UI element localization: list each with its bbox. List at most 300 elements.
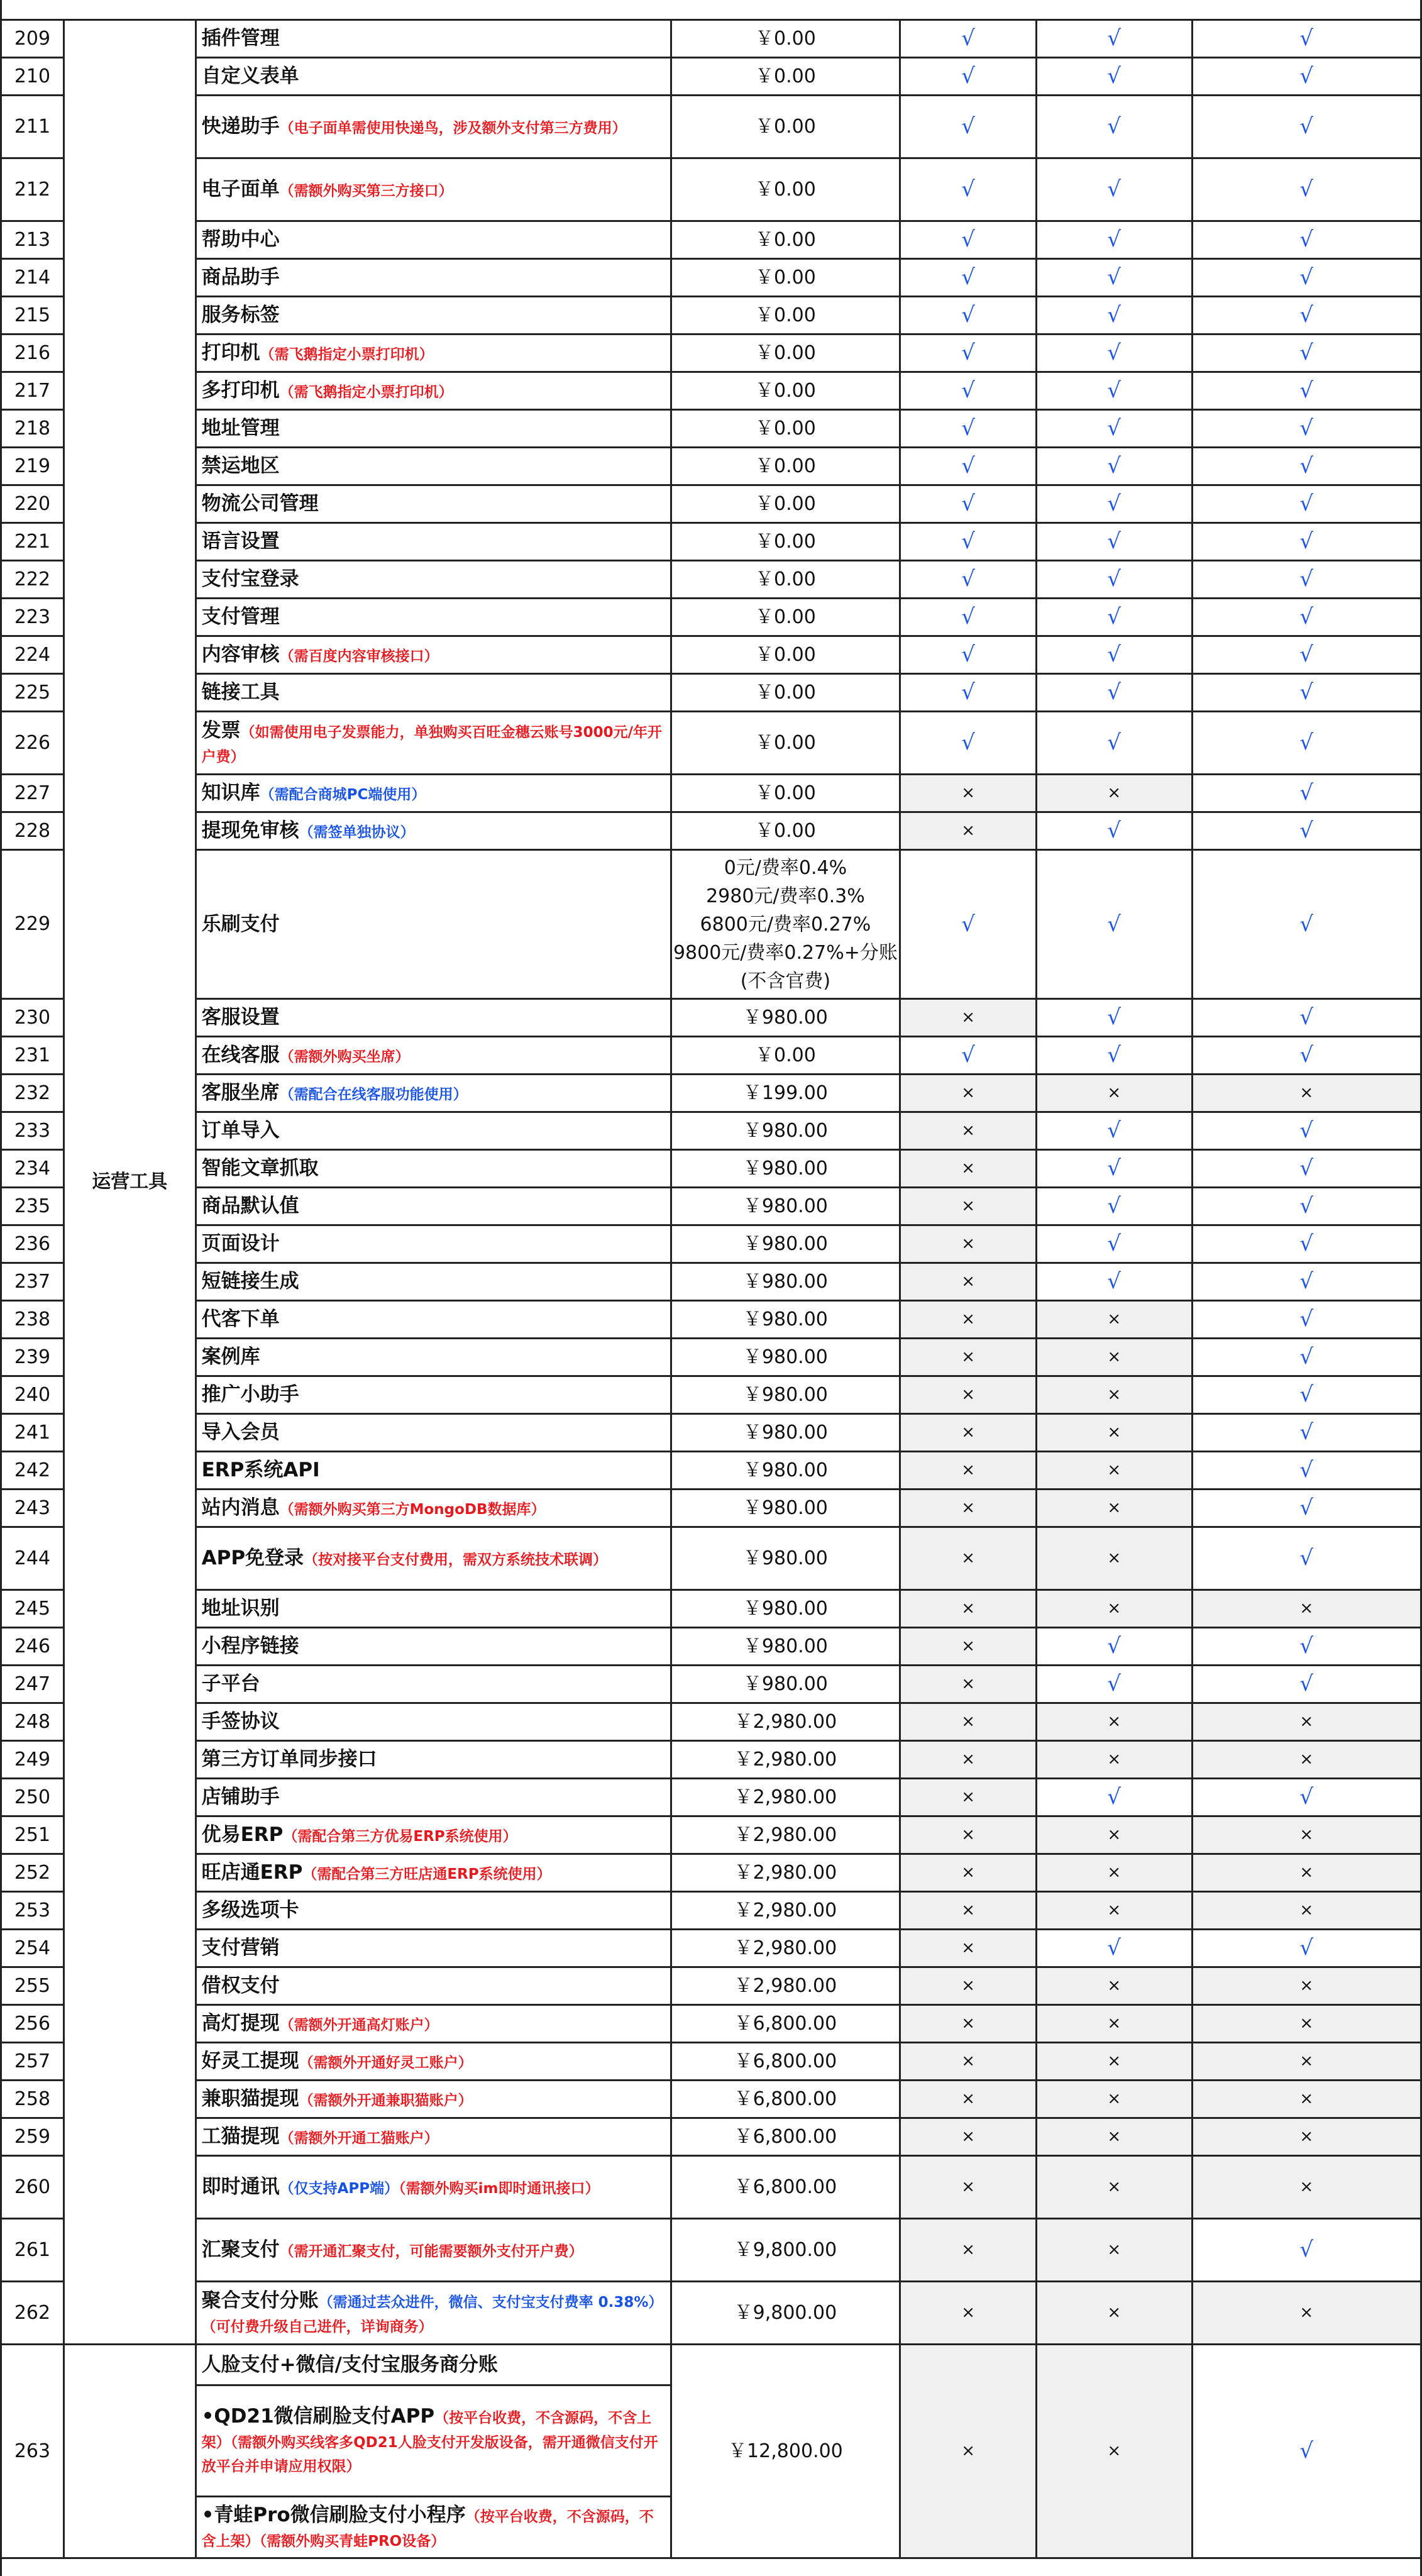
price-value: ￥6,800.00 xyxy=(734,2125,837,2148)
plan3-check-icon: √ xyxy=(1192,850,1421,999)
feature-cell xyxy=(196,2081,671,2118)
price-value: ￥980.00 xyxy=(742,1346,828,1368)
plan2-cross-icon: × xyxy=(1036,1339,1192,1376)
feature-name: 快递助手 xyxy=(201,115,280,138)
feature-cell xyxy=(196,1188,671,1225)
price-value: ￥980.00 xyxy=(742,1383,828,1406)
plan2-check-icon: √ xyxy=(1036,297,1192,334)
price-value: ￥0.00 xyxy=(755,65,816,87)
plan2-check-icon: √ xyxy=(1036,850,1192,999)
feature-note-red: （需配合第三方优易ERP系统使用） xyxy=(283,1828,517,1845)
feature-name: 推广小助手 xyxy=(201,1383,299,1407)
plan1-check-icon: √ xyxy=(900,1037,1037,1075)
feature-cell xyxy=(196,1075,671,1112)
plan1-cross-icon: × xyxy=(900,1112,1037,1150)
price-cell xyxy=(671,448,900,485)
table-row xyxy=(1,1225,1421,1263)
price-cell xyxy=(671,1188,900,1225)
table-row xyxy=(1,20,1421,58)
row-number: 236 xyxy=(1,1225,64,1263)
plan1-cross-icon: × xyxy=(900,2118,1037,2156)
price-value: ￥0.00 xyxy=(755,492,816,515)
feature-name: 地址识别 xyxy=(201,1597,280,1620)
plan1-check-icon: √ xyxy=(900,372,1037,410)
feature-note-red: （电子面单需使用快递鸟，涉及额外支付第三方费用） xyxy=(279,120,627,137)
table-row xyxy=(1,1628,1421,1666)
price-cell xyxy=(671,599,900,636)
price-cell xyxy=(671,775,900,812)
plan2-check-icon: √ xyxy=(1036,448,1192,485)
feature-name: 聚合支付分账 xyxy=(201,2289,319,2312)
feature-name: ERP系统API xyxy=(201,1459,320,1482)
feature-cell xyxy=(196,1741,671,1779)
feature-note-red: （需额外购买青蛙PRO设备） xyxy=(259,2533,446,2550)
price-value: ￥980.00 xyxy=(742,1672,828,1695)
price-value: ￥0.00 xyxy=(755,228,816,251)
price-cell xyxy=(671,221,900,259)
table-row xyxy=(1,1452,1421,1490)
feature-name: 打印机 xyxy=(201,341,260,365)
feature-cell xyxy=(196,636,671,674)
feature-name: 客服坐席 xyxy=(201,1081,280,1105)
feature-note-red: （需飞鹅指定小票打印机） xyxy=(279,384,453,401)
plan2-check-icon: √ xyxy=(1036,158,1192,221)
price-line: (不含官费) xyxy=(740,970,831,992)
price-value: ￥2,980.00 xyxy=(734,1786,837,1808)
plan1-check-icon: √ xyxy=(900,297,1037,334)
plan1-cross-icon: × xyxy=(900,1339,1037,1376)
price-value: ￥9,800.00 xyxy=(734,2238,837,2261)
row-number: 247 xyxy=(1,1666,64,1703)
price-cell xyxy=(671,2282,900,2345)
plan3-check-icon: √ xyxy=(1192,2219,1421,2282)
price-cell xyxy=(671,1590,900,1628)
table-row xyxy=(1,1376,1421,1414)
table-row xyxy=(1,1188,1421,1225)
category-cell: 运营工具 xyxy=(63,20,196,2345)
plan1-check-icon: √ xyxy=(900,712,1037,775)
table-row xyxy=(1,1527,1421,1590)
plan2-check-icon: √ xyxy=(1036,636,1192,674)
table-row xyxy=(1,334,1421,372)
feature-name: 多打印机 xyxy=(201,379,280,402)
plan1-cross-icon: × xyxy=(900,1414,1037,1452)
feature-cell xyxy=(196,2219,671,2282)
plan2-check-icon: √ xyxy=(1036,1930,1192,1967)
feature-note-blue: （需签单独协议） xyxy=(299,824,415,841)
plan2-check-icon: √ xyxy=(1036,372,1192,410)
plan3-check-icon: √ xyxy=(1192,372,1421,410)
plan1-check-icon: √ xyxy=(900,221,1037,259)
row-number: 248 xyxy=(1,1703,64,1741)
price-line: 2980元/费率0.3% xyxy=(706,885,865,907)
table-row xyxy=(1,712,1421,775)
feature-name: 人脸支付+微信/支付宝服务商分账 xyxy=(201,2353,498,2376)
price-value: ￥0.00 xyxy=(755,379,816,402)
plan3-check-icon: √ xyxy=(1192,96,1421,158)
price-cell xyxy=(671,2118,900,2156)
feature-name: 提现免审核 xyxy=(201,819,299,843)
plan2-check-icon: √ xyxy=(1036,1779,1192,1816)
plan2-cross-icon: × xyxy=(1036,2081,1192,2118)
feature-cell xyxy=(196,2005,671,2043)
feature-name: APP免登录 xyxy=(201,1547,304,1570)
plan3-cross-icon: × xyxy=(1192,1967,1421,2005)
feature-cell xyxy=(196,999,671,1037)
plan3-check-icon: √ xyxy=(1192,999,1421,1037)
feature-name: 店铺助手 xyxy=(201,1786,280,1809)
price-cell xyxy=(671,1816,900,1854)
plan1-check-icon: √ xyxy=(900,561,1037,599)
feature-name: 内容审核 xyxy=(201,643,280,666)
plan3-check-icon: √ xyxy=(1192,636,1421,674)
feature-name: 支付营销 xyxy=(201,1937,280,1960)
feature-cell xyxy=(196,448,671,485)
feature-name: 短链接生成 xyxy=(201,1270,299,1293)
feature-cell xyxy=(196,1414,671,1452)
feature-note-red: （需开通汇聚支付，可能需要额外支付开户费） xyxy=(279,2243,583,2260)
plan2-cross-icon: × xyxy=(1036,1490,1192,1527)
feature-name: 订单导入 xyxy=(201,1119,280,1142)
feature-sub-item xyxy=(197,2496,670,2557)
plan2-check-icon: √ xyxy=(1036,410,1192,448)
price-cell xyxy=(671,1225,900,1263)
plan2-cross-icon: × xyxy=(1036,1590,1192,1628)
feature-cell xyxy=(196,1376,671,1414)
table-row xyxy=(1,1854,1421,1892)
plan1-cross-icon: × xyxy=(900,1376,1037,1414)
price-cell xyxy=(671,1376,900,1414)
plan3-cross-icon: × xyxy=(1192,1816,1421,1854)
price-cell xyxy=(671,1037,900,1075)
plan3-check-icon: √ xyxy=(1192,1666,1421,1703)
table-row xyxy=(1,1779,1421,1816)
price-value: ￥0.00 xyxy=(755,1044,816,1066)
plan3-cross-icon: × xyxy=(1192,1590,1421,1628)
plan3-check-icon: √ xyxy=(1192,674,1421,712)
feature-cell xyxy=(196,775,671,812)
feature-price-table xyxy=(0,19,1422,2559)
feature-name: 小程序链接 xyxy=(201,1635,299,1658)
feature-name: 工猫提现 xyxy=(201,2125,280,2148)
table-row xyxy=(1,1590,1421,1628)
price-cell xyxy=(671,410,900,448)
feature-cell xyxy=(196,674,671,712)
price-value: ￥0.00 xyxy=(755,530,816,553)
price-value: ￥0.00 xyxy=(755,341,816,364)
table-row xyxy=(1,1075,1421,1112)
price-value: ￥6,800.00 xyxy=(734,2087,837,2110)
feature-cell xyxy=(196,523,671,561)
feature-sub-text xyxy=(202,2353,498,2377)
price-value: ￥980.00 xyxy=(742,1308,828,1330)
feature-cell xyxy=(196,1490,671,1527)
price-value: ￥0.00 xyxy=(755,643,816,666)
plan2-check-icon: √ xyxy=(1036,334,1192,372)
plan3-check-icon: √ xyxy=(1192,1452,1421,1490)
price-value: ￥980.00 xyxy=(742,1597,828,1620)
plan2-cross-icon: × xyxy=(1036,775,1192,812)
table-row xyxy=(1,1967,1421,2005)
price-cell xyxy=(671,1930,900,1967)
table-row xyxy=(1,158,1421,221)
table-row xyxy=(1,775,1421,812)
row-number: 226 xyxy=(1,712,64,775)
row-number: 230 xyxy=(1,999,64,1037)
plan1-cross-icon: × xyxy=(900,1703,1037,1741)
plan2-check-icon: √ xyxy=(1036,20,1192,58)
price-cell xyxy=(671,1967,900,2005)
price-cell xyxy=(671,2345,900,2558)
plan2-check-icon: √ xyxy=(1036,812,1192,850)
plan1-check-icon: √ xyxy=(900,850,1037,999)
feature-cell xyxy=(196,1037,671,1075)
table-row xyxy=(1,485,1421,523)
category-cell-empty xyxy=(63,2345,196,2558)
feature-cell xyxy=(196,850,671,999)
feature-note-blue: （需配合商城PC端使用） xyxy=(260,787,426,804)
row-number: 242 xyxy=(1,1452,64,1490)
feature-sub-item xyxy=(197,2345,670,2384)
sheet-top-strip xyxy=(0,0,1422,19)
row-number: 239 xyxy=(1,1339,64,1376)
feature-name: 在线客服 xyxy=(201,1044,280,1067)
row-number: 249 xyxy=(1,1741,64,1779)
row-number: 214 xyxy=(1,259,64,297)
feature-note-red: （需额外开通好灵工账户） xyxy=(299,2055,473,2072)
row-number: 235 xyxy=(1,1188,64,1225)
price-value: ￥980.00 xyxy=(742,1547,828,1569)
plan3-check-icon: √ xyxy=(1192,1188,1421,1225)
feature-name: 服务标签 xyxy=(201,304,280,327)
plan2-cross-icon: × xyxy=(1036,1741,1192,1779)
price-value: ￥980.00 xyxy=(742,1195,828,1217)
feature-note-red: （需额外购买im即时通讯接口） xyxy=(399,2181,600,2197)
plan3-check-icon: √ xyxy=(1192,1527,1421,1590)
table-row xyxy=(1,1037,1421,1075)
feature-note-red: （需飞鹅指定小票打印机） xyxy=(260,346,434,363)
table-row xyxy=(1,1339,1421,1376)
feature-name: 旺店通ERP xyxy=(201,1861,303,1884)
row-number: 237 xyxy=(1,1263,64,1301)
plan1-check-icon: √ xyxy=(900,96,1037,158)
table-row xyxy=(1,410,1421,448)
price-value: ￥2,980.00 xyxy=(734,1710,837,1733)
price-value: ￥0.00 xyxy=(755,304,816,326)
price-cell xyxy=(671,158,900,221)
feature-cell xyxy=(196,96,671,158)
table-row xyxy=(1,674,1421,712)
plan2-cross-icon: × xyxy=(1036,1703,1192,1741)
price-cell xyxy=(671,1892,900,1930)
plan3-check-icon: √ xyxy=(1192,1037,1421,1075)
feature-cell xyxy=(196,1225,671,1263)
feature-name: 兼职猫提现 xyxy=(201,2087,299,2111)
table-row xyxy=(1,448,1421,485)
plan2-check-icon: √ xyxy=(1036,58,1192,96)
plan3-check-icon: √ xyxy=(1192,2345,1421,2558)
feature-cell xyxy=(196,2043,671,2081)
price-cell xyxy=(671,1490,900,1527)
plan3-check-icon: √ xyxy=(1192,812,1421,850)
row-number: 260 xyxy=(1,2156,64,2219)
table-row xyxy=(1,1150,1421,1188)
feature-note-red: （需额外购买第三方MongoDB数据库） xyxy=(279,1501,546,1518)
price-cell xyxy=(671,812,900,850)
feature-note-red: （需额外开通工猫账户） xyxy=(279,2130,439,2147)
plan3-check-icon: √ xyxy=(1192,1930,1421,1967)
table-row xyxy=(1,1301,1421,1339)
feature-cell xyxy=(196,1930,671,1967)
plan1-cross-icon: × xyxy=(900,1527,1037,1590)
plan1-cross-icon: × xyxy=(900,2043,1037,2081)
price-cell xyxy=(671,2005,900,2043)
feature-cell xyxy=(196,1967,671,2005)
row-number: 253 xyxy=(1,1892,64,1930)
feature-note-red: （需百度内容审核接口） xyxy=(279,648,439,665)
plan2-cross-icon: × xyxy=(1036,1452,1192,1490)
price-value: ￥0.00 xyxy=(755,417,816,439)
plan1-cross-icon: × xyxy=(900,775,1037,812)
plan3-check-icon: √ xyxy=(1192,1150,1421,1188)
price-value: ￥980.00 xyxy=(742,1421,828,1444)
price-cell xyxy=(671,636,900,674)
price-cell xyxy=(671,999,900,1037)
plan3-cross-icon: × xyxy=(1192,2118,1421,2156)
plan2-check-icon: √ xyxy=(1036,221,1192,259)
plan3-check-icon: √ xyxy=(1192,712,1421,775)
plan2-check-icon: √ xyxy=(1036,96,1192,158)
table-row xyxy=(1,1112,1421,1150)
feature-cell xyxy=(196,297,671,334)
row-number: 252 xyxy=(1,1854,64,1892)
feature-cell xyxy=(196,1628,671,1666)
row-number: 244 xyxy=(1,1527,64,1590)
plan1-check-icon: √ xyxy=(900,485,1037,523)
table-row xyxy=(1,372,1421,410)
plan2-check-icon: √ xyxy=(1036,485,1192,523)
price-cell xyxy=(671,1854,900,1892)
row-number: 238 xyxy=(1,1301,64,1339)
plan2-check-icon: √ xyxy=(1036,674,1192,712)
plan1-check-icon: √ xyxy=(900,674,1037,712)
plan2-check-icon: √ xyxy=(1036,1666,1192,1703)
row-number: 255 xyxy=(1,1967,64,2005)
table-row xyxy=(1,1490,1421,1527)
plan3-check-icon: √ xyxy=(1192,523,1421,561)
plan3-check-icon: √ xyxy=(1192,1112,1421,1150)
row-number: 228 xyxy=(1,812,64,850)
feature-name: 自定义表单 xyxy=(201,65,299,88)
plan1-cross-icon: × xyxy=(900,1150,1037,1188)
row-number: 223 xyxy=(1,599,64,636)
feature-sub-text xyxy=(202,2404,665,2477)
plan1-cross-icon: × xyxy=(900,1892,1037,1930)
feature-note-red: （按平台收费，不含源码，不含上架） xyxy=(201,2508,654,2550)
feature-cell xyxy=(196,1854,671,1892)
price-cell xyxy=(671,96,900,158)
plan3-check-icon: √ xyxy=(1192,297,1421,334)
plan2-cross-icon: × xyxy=(1036,1301,1192,1339)
table-row xyxy=(1,850,1421,999)
feature-name: 地址管理 xyxy=(201,417,280,440)
plan2-check-icon: √ xyxy=(1036,1150,1192,1188)
feature-cell xyxy=(196,1527,671,1590)
feature-note-red: （需额外开通兼职猫账户） xyxy=(299,2092,473,2109)
table-row xyxy=(1,1414,1421,1452)
row-number: 263 xyxy=(1,2345,64,2558)
price-cell xyxy=(671,1075,900,1112)
plan1-cross-icon: × xyxy=(900,1490,1037,1527)
feature-name: 好灵工提现 xyxy=(201,2050,299,2073)
price-value: ￥0.00 xyxy=(755,731,816,754)
plan3-cross-icon: × xyxy=(1192,2282,1421,2345)
feature-name: 商品助手 xyxy=(201,266,280,289)
feature-name: 智能文章抓取 xyxy=(201,1157,319,1180)
plan2-cross-icon: × xyxy=(1036,2219,1192,2282)
plan1-cross-icon: × xyxy=(900,1188,1037,1225)
plan3-cross-icon: × xyxy=(1192,1854,1421,1892)
table-row xyxy=(1,2118,1421,2156)
plan1-check-icon: √ xyxy=(900,334,1037,372)
plan1-cross-icon: × xyxy=(900,1666,1037,1703)
plan1-check-icon: √ xyxy=(900,599,1037,636)
price-line: 0元/费率0.4% xyxy=(724,856,847,879)
feature-name: 代客下单 xyxy=(201,1308,280,1331)
table-row xyxy=(1,2282,1421,2345)
feature-note-red: （按对接平台支付费用，需双方系统技术联调） xyxy=(304,1552,608,1569)
plan3-cross-icon: × xyxy=(1192,2156,1421,2219)
plan1-check-icon: √ xyxy=(900,410,1037,448)
plan1-check-icon: √ xyxy=(900,20,1037,58)
plan2-cross-icon: × xyxy=(1036,1854,1192,1892)
plan3-check-icon: √ xyxy=(1192,775,1421,812)
feature-note-red: （需额外购买坐席） xyxy=(279,1049,410,1066)
table-row xyxy=(1,2219,1421,2282)
price-value: ￥2,980.00 xyxy=(734,1899,837,1921)
feature-name: 客服设置 xyxy=(201,1006,280,1029)
price-value: ￥6,800.00 xyxy=(734,2175,837,2198)
price-cell xyxy=(671,372,900,410)
feature-name: 电子面单 xyxy=(201,178,280,201)
row-number: 219 xyxy=(1,448,64,485)
price-cell xyxy=(671,1452,900,1490)
table-row xyxy=(1,1816,1421,1854)
table-row xyxy=(1,2005,1421,2043)
feature-name: 物流公司管理 xyxy=(201,492,319,516)
plan1-cross-icon: × xyxy=(900,1263,1037,1301)
feature-name: 子平台 xyxy=(201,1672,260,1696)
plan2-check-icon: √ xyxy=(1036,1263,1192,1301)
feature-name: 链接工具 xyxy=(201,681,280,704)
plan2-check-icon: √ xyxy=(1036,259,1192,297)
feature-cell xyxy=(196,712,671,775)
price-cell xyxy=(671,1301,900,1339)
row-number: 258 xyxy=(1,2081,64,2118)
feature-name: 手签协议 xyxy=(201,1710,280,1733)
price-cell xyxy=(671,1703,900,1741)
price-cell xyxy=(671,2156,900,2219)
plan3-check-icon: √ xyxy=(1192,599,1421,636)
feature-cell xyxy=(196,1590,671,1628)
plan1-cross-icon: × xyxy=(900,812,1037,850)
table-row xyxy=(1,599,1421,636)
price-value: ￥980.00 xyxy=(742,1006,828,1029)
price-value: ￥980.00 xyxy=(742,1635,828,1657)
plan2-cross-icon: × xyxy=(1036,2345,1192,2558)
plan1-cross-icon: × xyxy=(900,1075,1037,1112)
plan2-check-icon: √ xyxy=(1036,1037,1192,1075)
